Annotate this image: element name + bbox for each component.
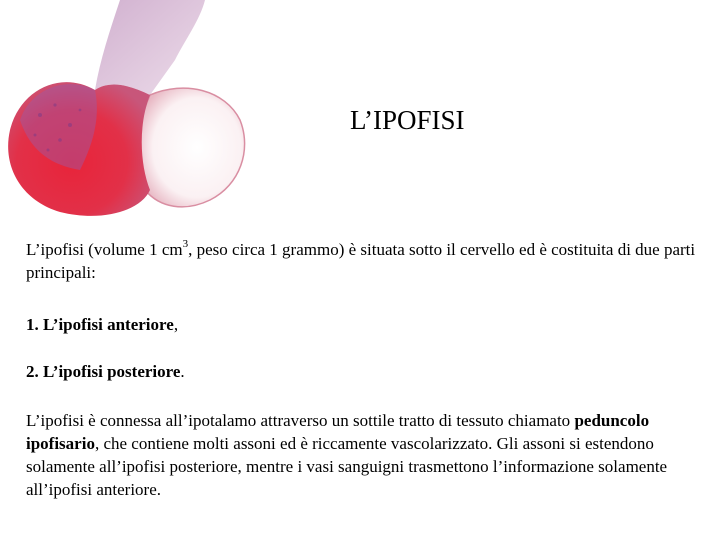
list-number: 1. [26, 315, 39, 334]
intro-text-part2: , peso circa 1 grammo) è situata sotto il cervello ed è costituita di due parti principali: [26, 240, 696, 282]
paragraph-bold-term: peduncolo ipofisario [26, 411, 650, 453]
list-item-suffix: , [173, 315, 179, 334]
intro-text-part1: L’ipofisi (volume 1 cm [26, 240, 183, 259]
cubic-superscript: 3 [182, 238, 189, 251]
intro-paragraph [26, 238, 696, 284]
description-paragraph [26, 409, 696, 501]
list-item-label: L’ipofisi anteriore [43, 315, 174, 334]
stalk-shape [95, 0, 205, 95]
list-number: 2. [26, 362, 39, 381]
list-item [26, 313, 696, 336]
pituitary-gland-illustration [0, 0, 250, 225]
paragraph-text-part2: , che contiene molti assoni ed è riccamente vascolarizzato. Gli assoni si estendono solamente all’ipofisi posteriore, mentre i vasi sanguigni trasmettono l’informazione solamente all’ipofisi anteriore. [26, 434, 668, 499]
list-item-suffix: . [180, 362, 185, 381]
slide-title: L’IPOFISI [350, 105, 465, 135]
paragraph-text-part1: L’ipofisi è connessa all’ipotalamo attraverso un sottile tratto di tessuto chiamato [26, 411, 575, 430]
posterior-lobe-shape [139, 88, 245, 207]
list-item [26, 360, 696, 383]
list-item-label: L’ipofisi posteriore [43, 362, 181, 381]
